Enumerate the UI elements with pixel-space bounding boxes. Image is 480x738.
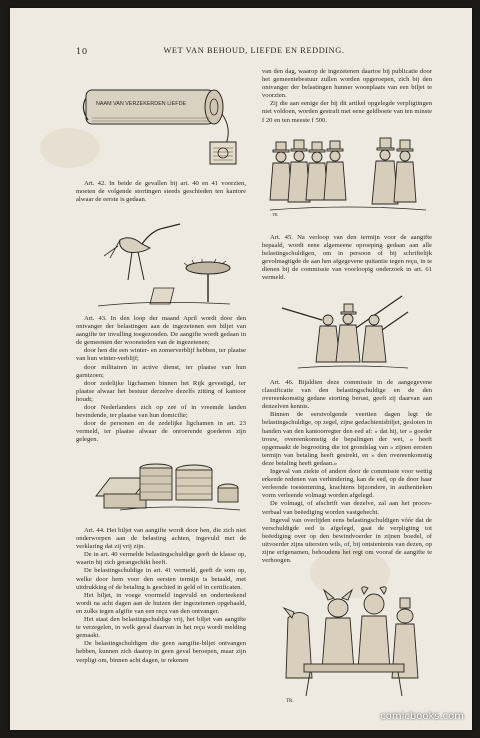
paragraph: van den dag, waarop de ingezetenen daartoe bij publicatie door het gemeentebestuur zullen worden opgeroepen, zich bij den ontvanger der belastingen hunner woonplaats van een biljet te voorzien. <box>262 68 432 100</box>
illustration-crowd <box>268 136 428 218</box>
paragraph: Het staat den belastingschuldige vrij, het biljet van aangifte te verzegelen, in welk geval daarvan in het reçu wordt melding gemaakt. <box>76 616 246 640</box>
paragraph: Het biljet, in voege voormeld ingevuld en onderteekend wordt na acht dagen aan de huizen der ingezetenen opgehaald, en zulks tegen afgifte van een reçu van den ontvanger. <box>76 591 246 615</box>
scroll-text: NAAM VAN VERZEKERDEN LIEFDE <box>96 101 187 107</box>
paragraph: Ingeval van ziekte of andere door de commissie voor wettig erkende redenen van verhindering, kan de eed, op de door haar verleende toestemming, krachtens bijzondere, in authentieken vorm verleende volmagt worden afgelegd. <box>262 468 432 500</box>
artist-initials: TR. <box>272 212 279 217</box>
paragraph: door de personen en de zedelijke ligchamen in art. 23 vermeld, ter plaatse alwaar de onroerende goederen zijn gelegen. <box>76 420 246 444</box>
paragraph: De volmagt, of afschrift van dezelve, zal aan het proces-verbaal van beëediging worden vastgehecht. <box>262 500 432 516</box>
article-44-continued <box>262 68 432 125</box>
article-44 <box>76 527 246 665</box>
paragraph: Zij die aan eenige der bij dit artikel opgelegde verpligtingen niet voldoen, worden gestraft met eene geldboete van ten minste f 20 en ten meeste f 500. <box>262 100 432 124</box>
illustration-coins <box>90 448 245 518</box>
page-number: 10 <box>76 46 88 56</box>
paragraph: Art. 45. Na verloop van den termijn voor de aangifte bepaald, wordt eene algemeene oproeping gedaan aan alle belastingschuldigen, om in persoon of bij schriftelijk gevolmagtigde de aan hen afgegevene quitantie tegen reçu, in te dienen bij de commissie van voorloopig onderzoek in art. 61 vermeld. <box>262 234 432 282</box>
paragraph: Ingeval van overlijden eens belastingschuldigen vóór dat de verschuldigde eed is afgelegd, gaat de verpligting tot beëediging over op den bewindvoerder in zijnen boedel, of uitvoerder zijns uitersten wils, of, bij ontstentenis van dezen, op zijne erfgenamen, behoudens het regt om vooraf de aangifte te verhoogen. <box>262 516 432 565</box>
paragraph: De belastingschuldige in art. 41 vermeld, geeft de som op, welke door hem voor den eersten termijn is betaald, met uitdrukking of de betaling is geschied in geld of in certificaten. <box>76 567 246 591</box>
running-title: WET VAN BEHOUD, LIEFDE EN REDDING. <box>163 46 345 55</box>
article-46 <box>262 379 432 565</box>
article-45 <box>262 234 432 283</box>
document-page <box>10 8 472 730</box>
paragraph: Art. 43. In den loop der maand April wordt door den ontvanger der belastingen aan de ingezetenen een biljet van aangifte ter invulling toegezonden. De aangifte wordt gedaan in de gemeenten der woonsteden van de ingezetenen; <box>76 315 246 347</box>
illustration-stork <box>90 218 240 310</box>
article-43 <box>76 315 246 445</box>
paragraph: door zedelijke ligchamen binnen het Rijk gevestigd, ter plaatse alwaar het bestuur derzelve dezelfs zitting of kantoor houdt; <box>76 379 246 403</box>
paragraph: door Nederlanders zich op zee of in vreemde landen bevindende, ter plaatse van hun domicilie; <box>76 404 246 420</box>
paragraph: De in art. 40 vermelde belastingschuldige geeft de klasse op, waarin hij zich gerangschikt heeft. <box>76 551 246 567</box>
paragraph: Art. 46. Bijaldien deze commissie in de aangegevene classificatie van den belastingschuldige en de den overeenkomstig gedane storting berust, geeft zij daarvan aan denzelven kennis. <box>262 379 432 411</box>
artist-initials: TR. <box>286 699 294 704</box>
watermark: comicbooks.com <box>380 711 464 722</box>
illustration-scroll <box>82 68 242 176</box>
paragraph: Art. 42. In beide de gevallen bij art. 40 en 41 voorzien, moeten de volgende stortingen steeds geschieden ten kantore alwaar de eerste is gedaan. <box>76 180 246 204</box>
paragraph: De belastingschuldigen die geen aangifte-biljet ontvangen hebben, kunnen zich daarop in geen geval beroepen, maar zijn verpligt om, binnen acht dagen, te rekenen <box>76 640 246 664</box>
paragraph: Art. 44. Het biljet van aangifte wordt door hen, die zich niet onderworpen aan de belasting achten, ingevuld met de verklaring dat zij vrij zijn. <box>76 527 246 551</box>
paragraph: door hen die een winter- en zomerverblijf hebben, ter plaatse van hun winter-verblijf; <box>76 347 246 363</box>
page-header <box>76 46 432 60</box>
article-42 <box>76 180 246 204</box>
illustration-oath <box>278 290 418 374</box>
illustration-animals <box>278 578 428 708</box>
paragraph: Binnen de eerstvolgende veertien dagen legt de belastingschuldige, op zegel, zijne gedachtenisbiljet, gesloten in handen van den kantoorregter den eed af: » dat hij, ter » goeder trouw, overeenkomstig de bepalingen der wet, » heeft opgemaakt de begrooting die tot grondslag van » zijnen eersten termijn van betaling heeft gestrekt, en » den overeenkomstig deze betaling heeft gedaan.» <box>262 411 432 467</box>
paragraph: door militairen in active dienst, ter plaatse van hun garnizoen; <box>76 363 246 379</box>
